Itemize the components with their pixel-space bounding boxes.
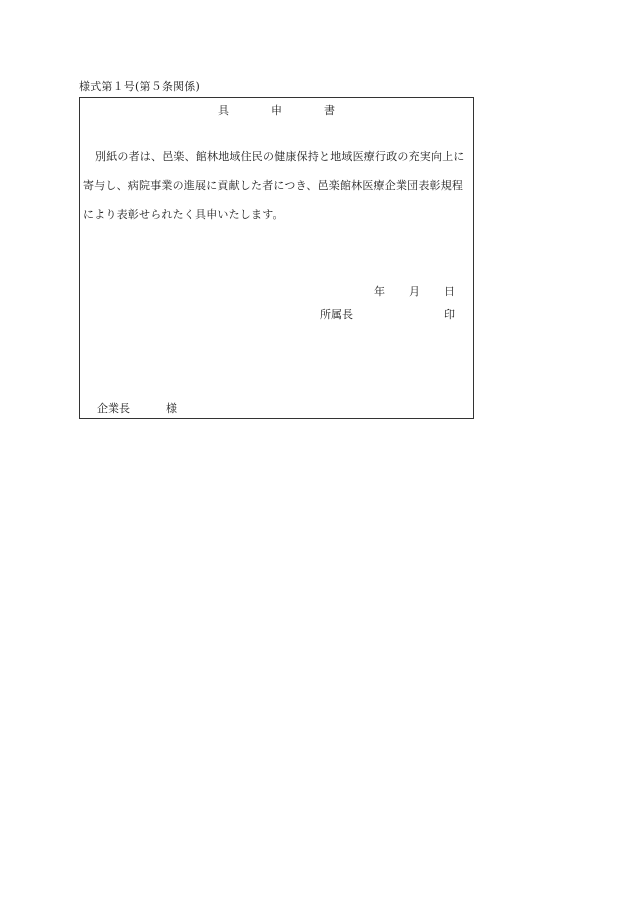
body-paragraph: 別紙の者は、邑楽、館林地域住民の健康保持と地域医療行政の充実向上に寄与し、病院事業の進展に貢献した者につき、邑楽館林医療企業団表彰規程により表彰せられたく具申いたします。 [83,150,465,221]
title-char: 書 [324,104,335,117]
form-frame [79,97,474,419]
document-title [80,104,473,118]
date-month: 月 [409,285,420,298]
date-year: 年 [374,285,385,298]
date-day: 日 [444,285,455,298]
addressee-honorific: 様 [166,402,177,415]
form-number: 様式第１号(第５条関係) [79,80,200,93]
addressee-line [97,402,177,416]
addressee-label: 企業長 [97,402,130,415]
date-line [374,285,455,299]
body-text [83,142,469,229]
title-char: 申 [271,104,282,117]
signer-line [320,308,455,322]
seal-mark: 印 [444,308,455,321]
signer-label: 所属長 [320,308,353,321]
title-char: 具 [218,104,229,117]
